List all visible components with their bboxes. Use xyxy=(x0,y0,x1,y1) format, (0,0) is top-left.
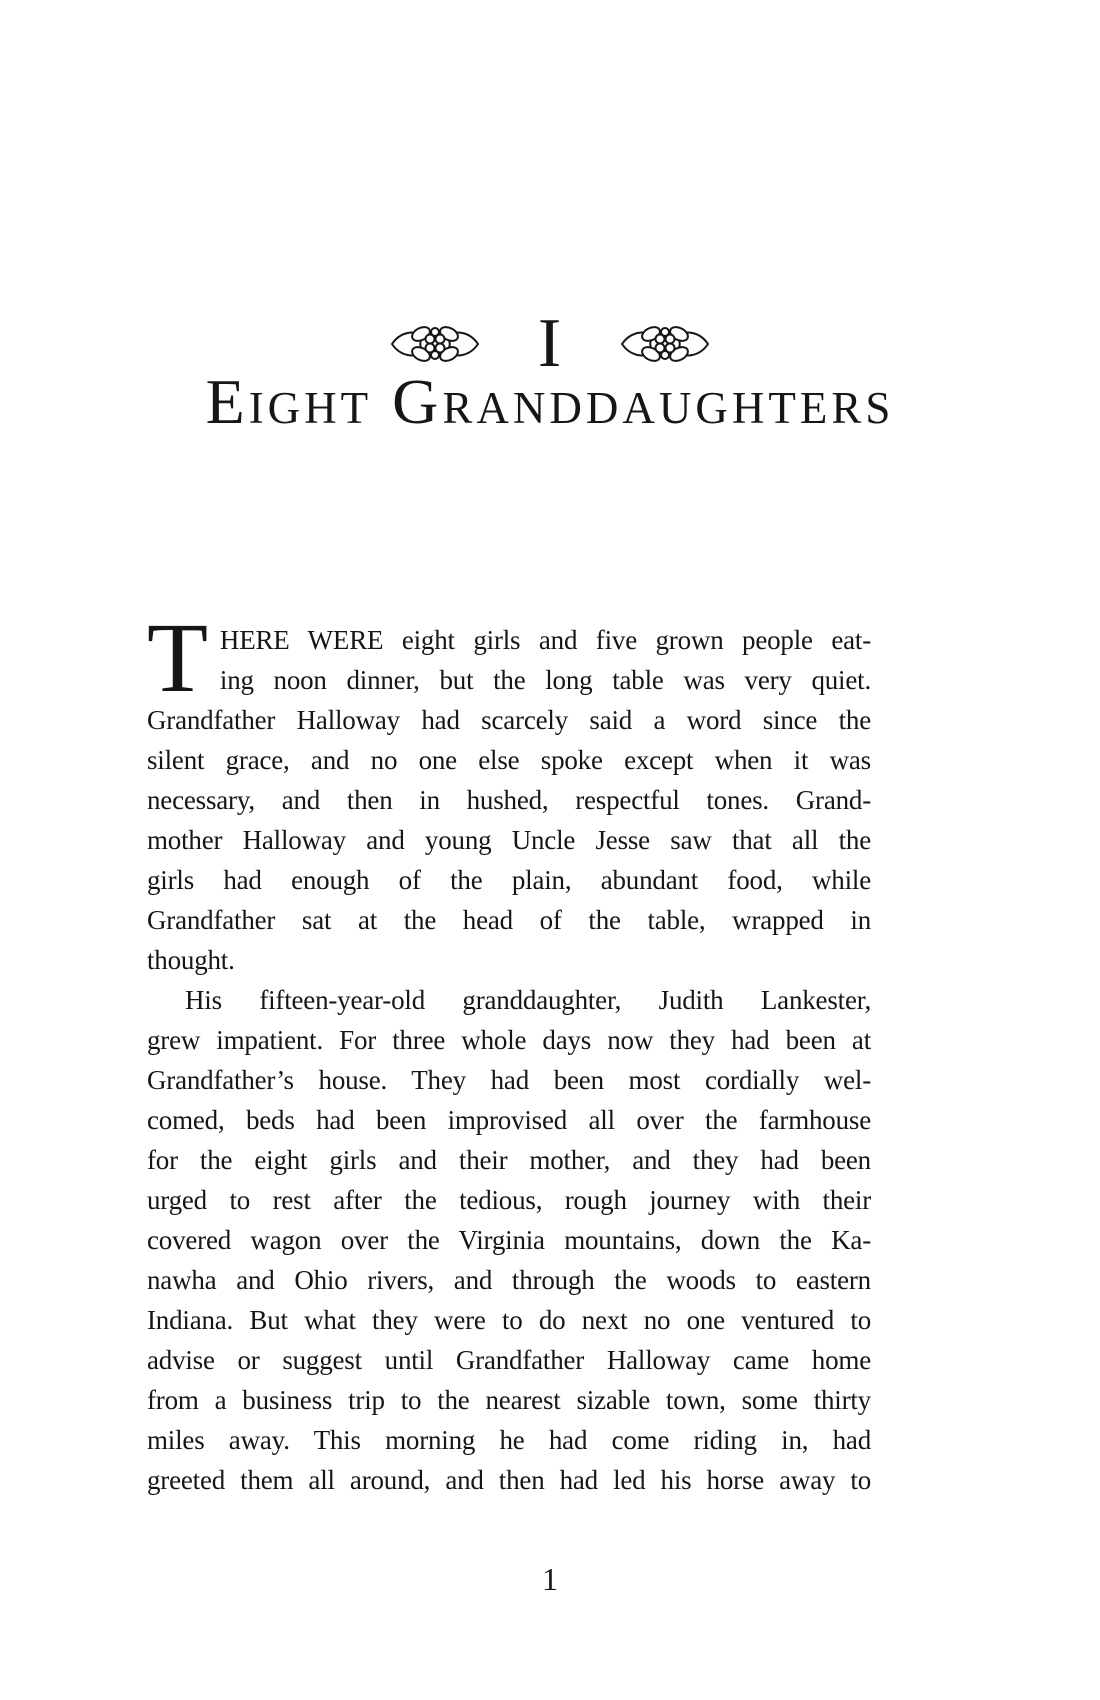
text-line: miles away. This morning he had come riding in, had xyxy=(147,1425,871,1455)
text-line: HERE WERE eight girls and five grown people eat- xyxy=(219,625,871,655)
fleuron-icon xyxy=(620,323,710,365)
chapter-number: I xyxy=(537,305,563,382)
text-line: greeted them all around, and then had led his horse away to xyxy=(147,1465,871,1495)
body-text xyxy=(147,602,871,1500)
chapter-title: Eight Granddaughters xyxy=(205,366,895,437)
fleuron-icon xyxy=(390,323,480,365)
text-line: grew impatient. For three whole days now they had been at xyxy=(147,1025,871,1055)
text-line: from a business trip to the nearest sizable town, some thirty xyxy=(147,1385,871,1415)
text-line: covered wagon over the Virginia mountains, down the Ka- xyxy=(147,1225,871,1255)
text-line: Grandfather sat at the head of the table, wrapped in xyxy=(147,905,871,935)
paragraph xyxy=(147,602,871,980)
text-line: necessary, and then in hushed, respectful tones. Grand- xyxy=(147,785,871,815)
text-line: girls had enough of the plain, abundant food, while xyxy=(147,865,871,895)
text-line: mother Halloway and young Uncle Jesse saw that all the xyxy=(147,825,871,855)
text-line: His fifteen-year-old granddaughter, Judith Lankester, xyxy=(185,985,871,1015)
text-line: ing noon dinner, but the long table was very quiet. xyxy=(219,665,871,695)
page-number: 1 xyxy=(542,1561,558,1597)
text-line: thought. xyxy=(147,945,235,975)
text-line: Grandfather Halloway had scarcely said a word since the xyxy=(147,705,871,735)
text-line: silent grace, and no one else spoke except when it was xyxy=(147,745,871,775)
text-line: Grandfather’s house. They had been most cordially wel- xyxy=(147,1065,871,1095)
text-line: nawha and Ohio rivers, and through the woods to eastern xyxy=(147,1265,871,1295)
drop-cap: T xyxy=(147,602,208,713)
chapter-heading xyxy=(0,305,1100,382)
text-line: advise or suggest until Grandfather Halloway came home xyxy=(147,1345,871,1375)
paragraph xyxy=(147,980,871,1500)
text-line: for the eight girls and their mother, and they had been xyxy=(147,1145,871,1175)
text-line: Indiana. But what they were to do next no one ventured to xyxy=(147,1305,871,1335)
text-line: urged to rest after the tedious, rough journey with their xyxy=(147,1185,871,1215)
text-line: comed, beds had been improvised all over the farmhouse xyxy=(147,1105,871,1135)
